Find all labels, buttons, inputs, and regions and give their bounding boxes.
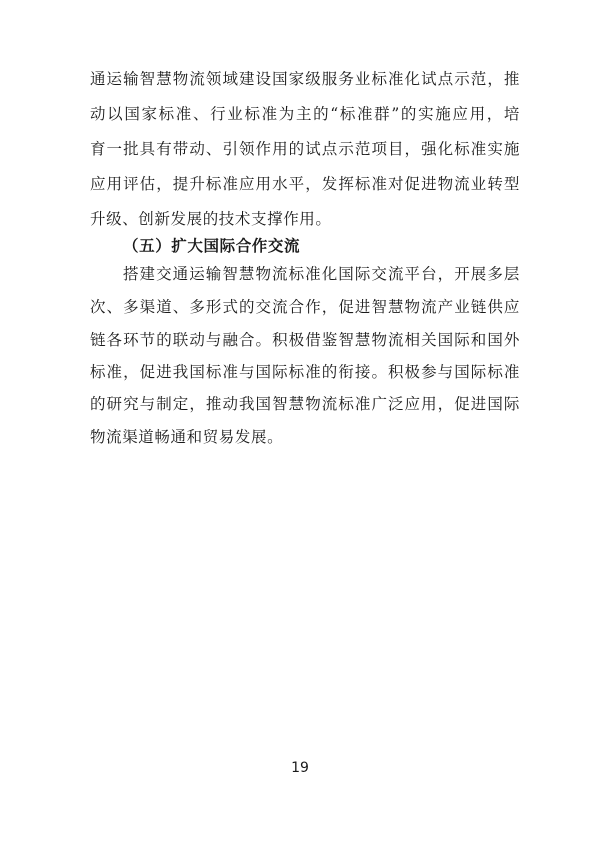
paragraph-2-line-2: 次、多渠道、多形式的交流合作，促进智慧物流产业链供应 bbox=[90, 298, 520, 316]
paragraph-2-line-5: 的研究与制定，推动我国智慧物流标准广泛应用，促进国际 bbox=[90, 395, 520, 413]
paragraph-1-line-1: 通运输智慧物流领域建设国家级服务业标准化试点示范，推 bbox=[90, 70, 520, 88]
paragraph-1-line-2: 动以国家标准、行业标准为主的“标准群”的实施应用，培 bbox=[90, 105, 520, 123]
section-heading: （五）扩大国际合作交流 bbox=[123, 237, 301, 255]
paragraph-1-line-3: 育一批具有带动、引领作用的试点示范项目，强化标准实施 bbox=[90, 140, 520, 158]
paragraph-2-line-3: 链各环节的联动与融合。积极借鉴智慧物流相关国际和国外 bbox=[90, 331, 520, 349]
page-number: 19 bbox=[291, 760, 309, 776]
paragraph-2-line-6: 物流渠道畅通和贸易发展。 bbox=[90, 428, 284, 446]
paragraph-2-line-4: 标准，促进我国标准与国际标准的衔接。积极参与国际标准 bbox=[90, 363, 520, 381]
paragraph-1-line-5: 升级、创新发展的技术支撑作用。 bbox=[90, 210, 332, 228]
paragraph-2-line-1: 搭建交通运输智慧物流标准化国际交流平台，开展多层 bbox=[123, 265, 520, 283]
paragraph-1-line-4: 应用评估，提升标准应用水平，发挥标准对促进物流业转型 bbox=[90, 175, 520, 193]
